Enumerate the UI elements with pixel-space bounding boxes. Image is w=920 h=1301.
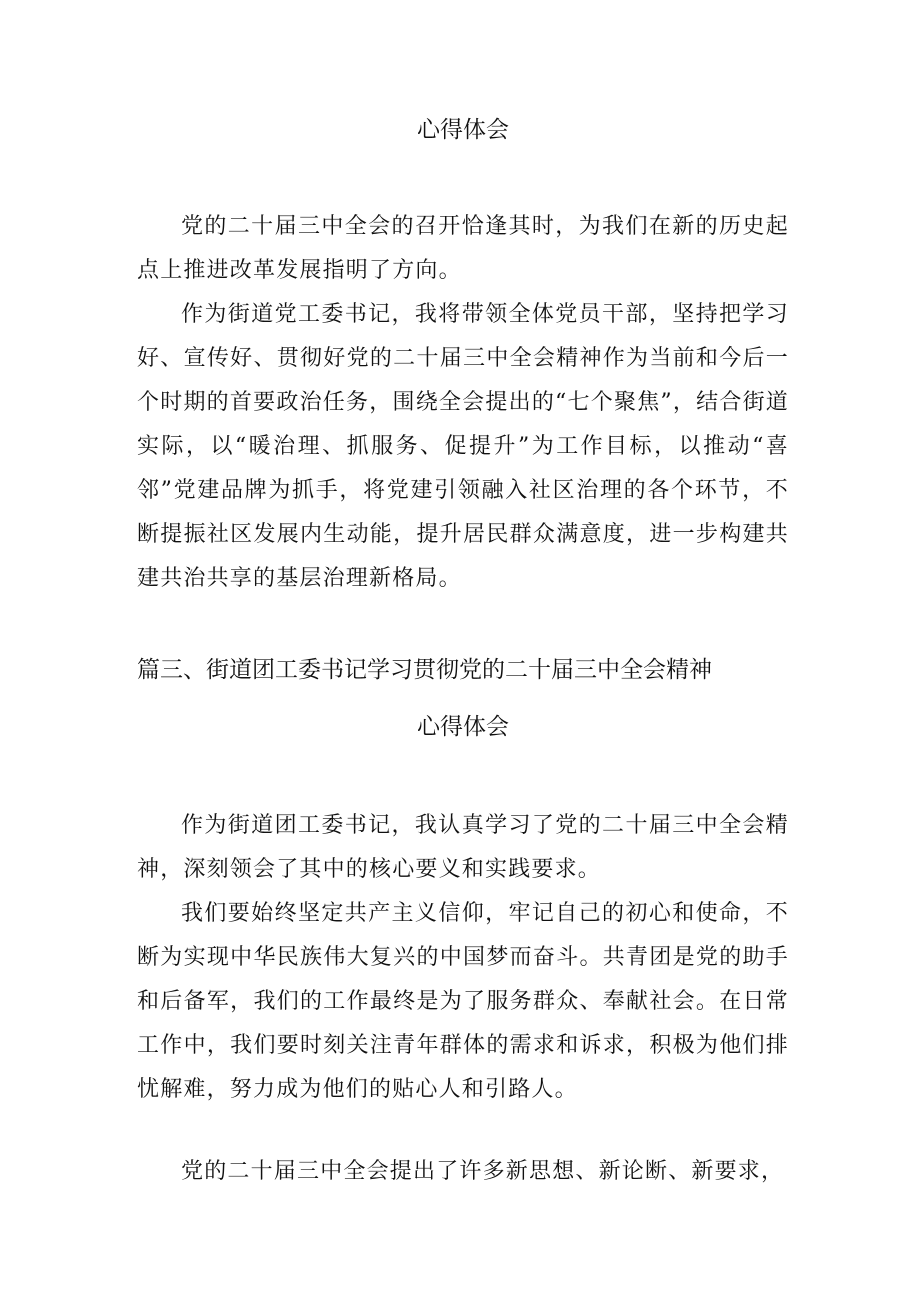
section-subtitle: 心得体会 <box>417 714 509 740</box>
paragraph-4: 我们要始终坚定共产主义信仰，牢记自己的初心和使命，不断为实现中华民族伟大复兴的中国梦而奋斗。共青团是党的助手和后备军，我们的工作最终是为了服务群众、奉献社会。在日常工作中，我们要时刻关注青年群体的需求和诉求，积极为他们排忧解难，努力成为他们的贴心人和引路人。 <box>137 901 789 1102</box>
heading-title-1: 心得体会 <box>417 117 509 143</box>
paragraph-2: 作为街道党工委书记，我将带领全体党员干部，坚持把学习好、宣传好、贯彻好党的二十届三中全会精神作为当前和今后一个时期的首要政治任务，围绕全会提出的“七个聚焦”，结合街道实际，以“暖治理、抓服务、促提升”为工作目标，以推动“喜邻”党建品牌为抓手，将党建引领融入社区治理的各个环节，不断提振社区发展内生动能，提升居民群众满意度，进一步构建共建共治共享的基层治理新格局。 <box>137 302 789 591</box>
section-title: 篇三、街道团工委书记学习贯彻党的二十届三中全会精神 <box>137 657 712 683</box>
paragraph-3: 作为街道团工委书记，我认真学习了党的二十届三中全会精神，深刻领会了其中的核心要义和实践要求。 <box>137 813 789 882</box>
paragraph-5: 党的二十届三中全会提出了许多新思想、新论断、新要求， <box>181 1159 785 1184</box>
paragraph-1: 党的二十届三中全会的召开恰逢其时，为我们在新的历史起点上推进改革发展指明了方向。 <box>137 214 789 283</box>
